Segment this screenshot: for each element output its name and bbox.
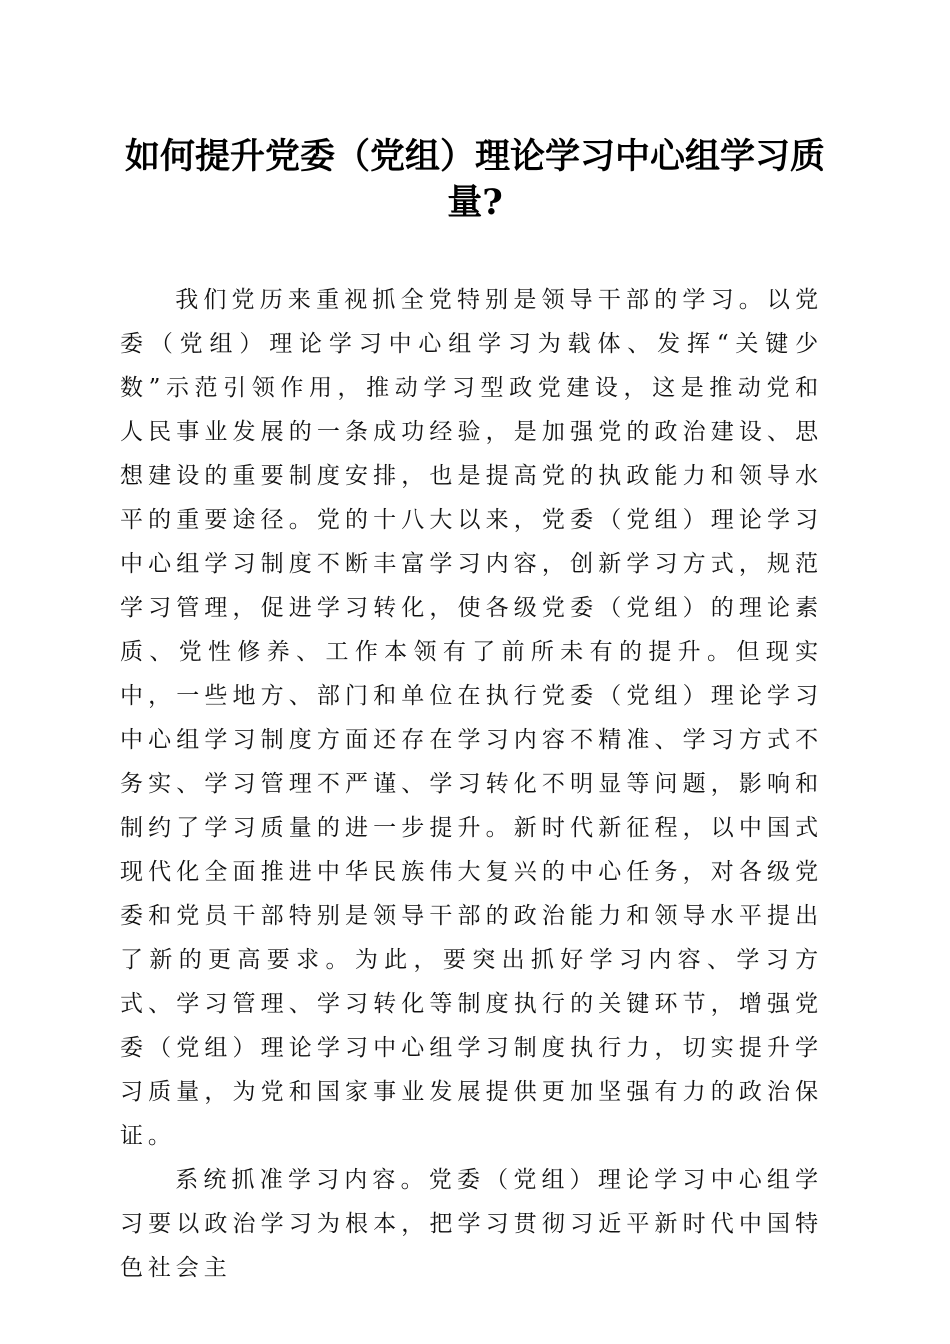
document-body xyxy=(120,278,823,1290)
paragraph-learning-content: 系统抓准学习内容。党委（党组）理论学习中心组学习要以政治学习为根本，把学习贯彻习近平新时代中国特色社会主 xyxy=(120,1167,823,1281)
paragraph-intro: 我们党历来重视抓全党特别是领导干部的学习。以党委（党组）理论学习中心组学习为载体、发挥“关键少数”示范引领作用，推动学习型政党建设，这是推动党和人民事业发展的一条成功经验，是加强党的政治建设、思想建设的重要制度安排，也是提高党的执政能力和领导水平的重要途径。党的十八大以来，党委（党组）理论学习中心组学习制度不断丰富学习内容，创新学习方式，规范学习管理，促进学习转化，使各级党委（党组）的理论素质、党性修养、工作本领有了前所未有的提升。但现实中，一些地方、部门和单位在执行党委（党组）理论学习中心组学习制度方面还存在学习内容不精准、学习方式不务实、学习管理不严谨、学习转化不明显等问题，影响和制约了学习质量的进一步提升。新时代新征程，以中国式现代化全面推进中华民族伟大复兴的中心任务，对各级党委和党员干部特别是领导干部的政治能力和领导水平提出了新的更高要求。为此，要突出抓好学习内容、学习方式、学习管理、学习转化等制度执行的关键环节，增强党委（党组）理论学习中心组学习制度执行力，切实提升学习质量，为党和国家事业发展提供更加坚强有力的政治保证。 xyxy=(120,287,823,1149)
document-title: 如何提升党委（党组）理论学习中心组学习质量? xyxy=(124,136,825,223)
